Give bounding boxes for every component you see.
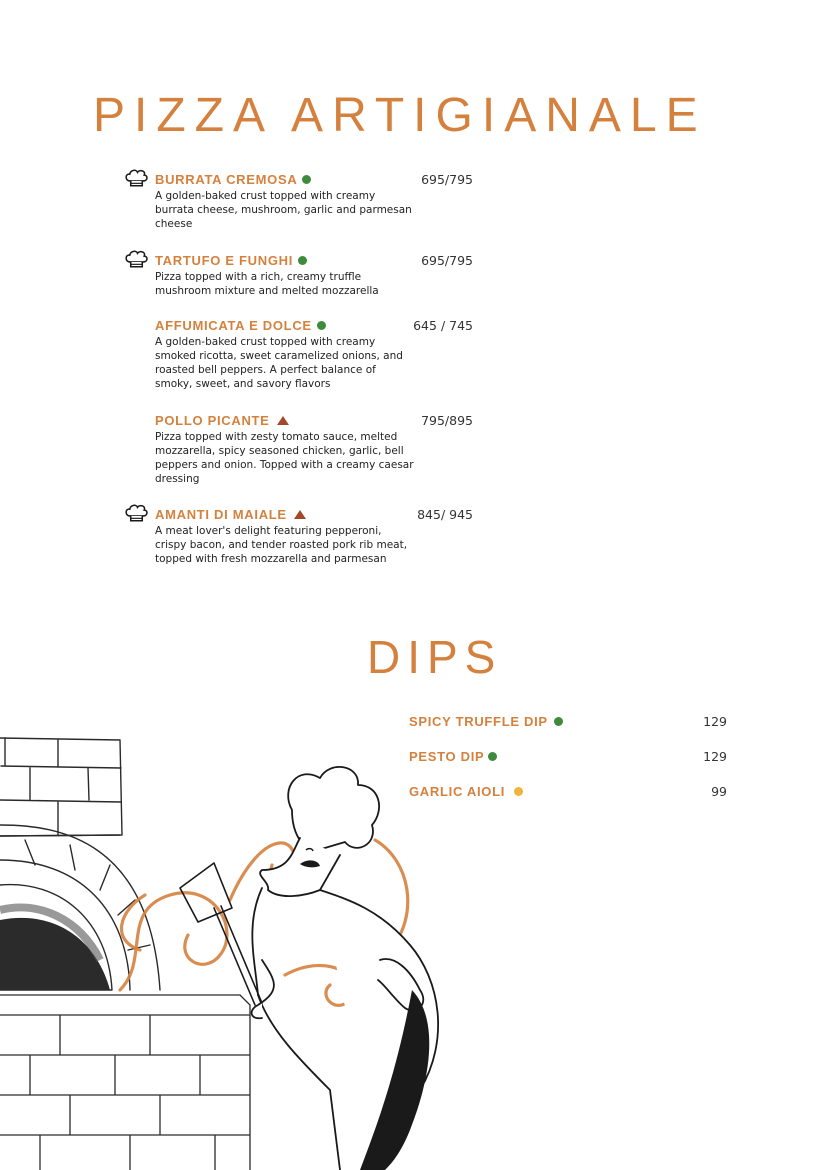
dip-name: PESTO DIP — [409, 749, 485, 764]
pizza-section-title: PIZZA ARTIGIANALE — [93, 89, 707, 142]
item-price: 695/795 — [421, 172, 473, 187]
item-description: Pizza topped with zesty tomato sauce, melted mozzarella, spicy seasoned chicken, garlic, bell peppers and onion. Topped with a creamy caesar dressing — [155, 431, 414, 485]
veg-dot-icon — [488, 752, 497, 761]
item-name: TARTUFO E FUNGHI — [155, 253, 294, 268]
dips-section-title: DIPS — [367, 631, 503, 683]
chef-pizza-oven-illustration — [0, 660, 460, 1170]
menu-item — [122, 507, 482, 569]
item-description: A golden-baked crust topped with creamy smoked ricotta, sweet caramelized onions, and roasted bell peppers. A perfect balance of smoky, sweet, and savory flavors — [155, 336, 403, 390]
item-description: A golden-baked crust topped with creamy burrata cheese, mushroom, garlic and parmesan cheese — [155, 190, 412, 230]
dip-price: 129 — [703, 714, 727, 729]
menu-item — [122, 318, 482, 394]
veg-dot-icon — [302, 175, 311, 184]
item-name: AFFUMICATA E DOLCE — [155, 318, 312, 333]
item-name: AMANTI DI MAIALE — [155, 507, 287, 522]
menu-item — [122, 253, 482, 303]
item-name: POLLO PICANTE — [155, 413, 270, 428]
chef-hat-icon — [124, 169, 149, 189]
item-description: A meat lover's delight featuring pepperoni, crispy bacon, and tender roasted pork rib meat, topped with fresh mozzarella and parmesan — [155, 525, 408, 565]
veg-dot-icon — [317, 321, 326, 330]
menu-item — [122, 172, 482, 232]
dip-name: GARLIC AIOLI — [409, 784, 506, 799]
non-veg-triangle-icon — [294, 510, 306, 519]
veg-dot-icon — [298, 256, 307, 265]
item-name: BURRATA CREMOSA — [155, 172, 298, 187]
item-description: Pizza topped with a rich, creamy truffle mushroom mixture and melted mozzarella — [155, 271, 379, 297]
non-veg-triangle-icon — [277, 416, 289, 425]
chef-hat-icon — [124, 250, 149, 270]
item-price: 695/795 — [421, 253, 473, 268]
dip-price: 99 — [711, 784, 727, 799]
chef-hat-icon — [124, 504, 149, 524]
item-price: 645 / 745 — [413, 318, 473, 333]
dip-name: SPICY TRUFFLE DIP — [409, 714, 548, 729]
item-price: 795/895 — [421, 413, 473, 428]
veg-dot-icon — [554, 717, 563, 726]
menu-item — [122, 413, 482, 489]
item-price: 845/ 945 — [417, 507, 473, 522]
dip-price: 129 — [703, 749, 727, 764]
egg-dot-icon — [514, 787, 523, 796]
